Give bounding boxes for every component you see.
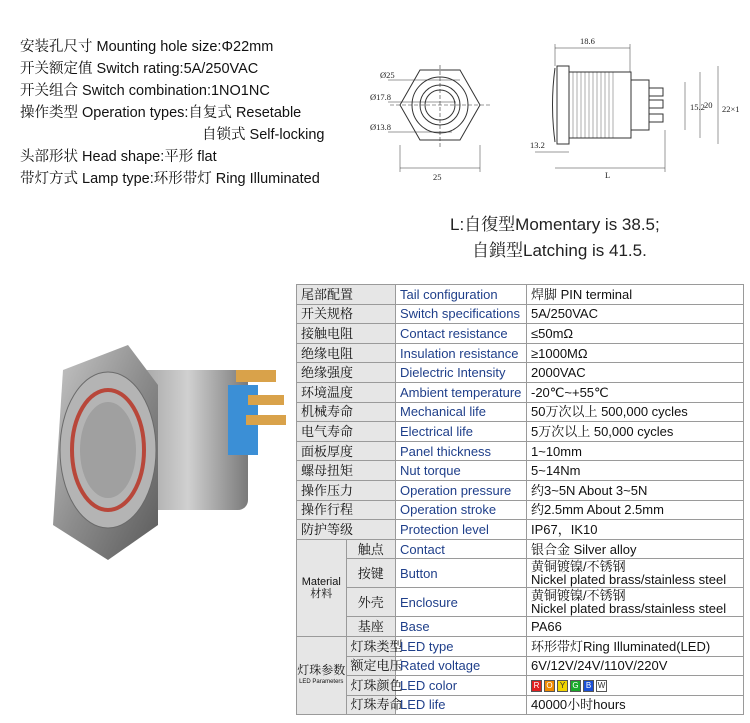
spec-value: 5A/250VAC (527, 304, 744, 324)
spec-line: 头部形状 Head shape:平形 flat (20, 149, 217, 165)
spec-name-en: Operation stroke (396, 500, 527, 520)
spec-name-en: Tail configuration (396, 285, 527, 305)
spec-name-zh: 绝缘强度 (297, 363, 396, 383)
table-row (297, 695, 744, 715)
table-row (297, 480, 744, 500)
spec-value (527, 588, 744, 617)
spec-name-zh: 按键 (346, 559, 396, 588)
spec-name-en: Button (396, 559, 527, 588)
spec-name-zh: 灯珠寿命 (346, 695, 396, 715)
terminal-pin (246, 415, 286, 425)
color-swatch: G (570, 680, 581, 692)
table-row (297, 422, 744, 442)
led-label-zh: 灯珠参数 (297, 662, 346, 677)
spec-name-en: Dielectric Intensity (396, 363, 527, 383)
spec-value: -20℃~+55℃ (527, 382, 744, 402)
dim-label: 13.2 (530, 140, 545, 150)
spec-name-zh: 灯珠类型 (346, 636, 396, 656)
table-row (297, 500, 744, 520)
spec-name-zh: 机械寿命 (297, 402, 396, 422)
material-group-label (297, 539, 347, 636)
table-row (297, 539, 744, 559)
dim-label: 15.2 (690, 102, 705, 112)
spec-name-en: Electrical life (396, 422, 527, 442)
spec-value: 约2.5mm About 2.5mm (527, 500, 744, 520)
button-cap (80, 402, 136, 498)
table-row (297, 617, 744, 637)
table-row (297, 402, 744, 422)
spec-name-zh: 额定电压 (346, 656, 396, 676)
table-row (297, 676, 744, 696)
dim-label: 18.6 (580, 36, 595, 46)
front-view (388, 65, 492, 172)
table-row (297, 304, 744, 324)
spec-name-zh: 螺母扭矩 (297, 461, 396, 481)
spec-name-en: Enclosure (396, 588, 527, 617)
color-swatch: W (597, 681, 606, 691)
led-color-swatches (527, 676, 744, 696)
spec-value: 5万次以上 50,000 cycles (527, 422, 744, 442)
led-group-label (297, 636, 347, 714)
spec-name-en: Ambient temperature (396, 382, 527, 402)
table-row (297, 461, 744, 481)
spec-name-zh: 环境温度 (297, 382, 396, 402)
spec-name-zh: 灯珠颜色 (346, 676, 396, 696)
spec-name-en: Protection level (396, 520, 527, 540)
spec-value-zh: 黄铜镀镍/不锈钢 (531, 588, 626, 604)
spec-value: 50万次以上 500,000 cycles (527, 402, 744, 422)
spec-name-en: Panel thickness (396, 441, 527, 461)
spec-value: 环形带灯Ring Illuminated(LED) (527, 636, 744, 656)
spec-name-en: Nut torque (396, 461, 527, 481)
spec-name-zh: 防护等级 (297, 520, 396, 540)
spec-value: 1~10mm (527, 441, 744, 461)
dim-label: 25 (433, 172, 442, 182)
spec-name-en: LED type (396, 636, 527, 656)
spec-value: 焊脚 PIN terminal (527, 285, 744, 305)
spec-value-zh: 黄铜镀镍/不锈钢 (531, 559, 626, 575)
spec-value: PA66 (527, 617, 744, 637)
spec-name-en: Insulation resistance (396, 343, 527, 363)
table-row (297, 656, 744, 676)
spec-name-zh: 操作压力 (297, 480, 396, 500)
spec-line: 开关组合 Switch combination:1NO1NC (20, 83, 270, 99)
spec-value-en: Nickel plated brass/stainless steel (531, 601, 727, 617)
spec-name-en: Base (396, 617, 527, 637)
spec-value: IP67，IK10 (527, 520, 744, 540)
spec-name-zh: 外壳 (346, 588, 396, 617)
spec-line: 操作类型 Operation types:自复式 Resetable (20, 105, 302, 121)
terminal-pin (236, 370, 276, 382)
spec-name-zh: 尾部配置 (297, 285, 396, 305)
spec-name-en: LED life (396, 695, 527, 715)
table-row (297, 520, 744, 540)
length-note-momentary: L:自復型Momentary is 38.5; (450, 215, 660, 234)
spec-line: 自锁式 Self-locking (202, 127, 325, 143)
spec-name-en: Contact resistance (396, 324, 527, 344)
spec-name-en: LED color (396, 676, 527, 696)
spec-name-zh: 电气寿命 (297, 422, 396, 442)
dim-label: 22×1 (722, 104, 740, 114)
material-label-en: Material (301, 575, 341, 588)
spec-name-zh: 触点 (346, 539, 396, 559)
table-row (297, 588, 744, 617)
dim-label: L (605, 170, 611, 180)
spec-name-zh: 接触电阻 (297, 324, 396, 344)
spec-line: 带灯方式 Lamp type:环形带灯 Ring Illuminated (20, 171, 320, 187)
spec-name-en: Contact (396, 539, 527, 559)
length-note-latching: 自鎖型Latching is 41.5. (472, 241, 647, 260)
spec-name-zh: 操作行程 (297, 500, 396, 520)
table-row (297, 636, 744, 656)
spec-name-en: Mechanical life (396, 402, 527, 422)
led-label-en: LED Parameters (299, 678, 344, 685)
spec-name-en: Rated voltage (396, 656, 527, 676)
spec-value: 40000小时hours (527, 695, 744, 715)
table-row (297, 285, 744, 305)
spec-name-en: Switch specifications (396, 304, 527, 324)
spec-value (527, 559, 744, 588)
color-swatch: Y (557, 680, 568, 692)
table-row (297, 441, 744, 461)
color-swatch: R (531, 680, 542, 692)
dimension-drawing (360, 30, 745, 210)
spec-value: 约3~5N About 3~5N (527, 480, 744, 500)
spec-name-zh: 开关规格 (297, 304, 396, 324)
table-row (297, 343, 744, 363)
terminal-pin (248, 395, 284, 405)
push-button-switch-image (8, 275, 293, 575)
spec-value: 银合金 Silver alloy (527, 539, 744, 559)
spec-name-zh: 面板厚度 (297, 441, 396, 461)
dim-label: 20 (704, 100, 713, 110)
dim-label: Ø17.8 (370, 92, 392, 102)
spec-summary (20, 36, 324, 190)
table-row (297, 324, 744, 344)
spec-name-en: Operation pressure (396, 480, 527, 500)
spec-value: 5~14Nm (527, 461, 744, 481)
table-row (297, 382, 744, 402)
spec-line: 开关额定值 Switch rating:5A/250VAC (20, 61, 259, 77)
spec-value: ≤50mΩ (527, 324, 744, 344)
spec-value: 2000VAC (527, 363, 744, 383)
spec-value-en: Nickel plated brass/stainless steel (531, 572, 727, 588)
table-row (297, 559, 744, 588)
spec-value: 6V/12V/24V/110V/220V (527, 656, 744, 676)
spec-name-zh: 绝缘电阻 (297, 343, 396, 363)
dim-label: Ø13.8 (370, 122, 392, 132)
dim-label: Ø25 (380, 70, 395, 80)
spec-table (296, 284, 744, 715)
spec-name-zh: 基座 (346, 617, 396, 637)
spec-value: ≥1000MΩ (527, 343, 744, 363)
color-swatch: O (544, 680, 555, 692)
material-label-zh: 材料 (310, 587, 333, 600)
color-swatch: B (583, 680, 594, 692)
spec-line: 安装孔尺寸 Mounting hole size:Φ22mm (20, 39, 274, 55)
table-row (297, 363, 744, 383)
